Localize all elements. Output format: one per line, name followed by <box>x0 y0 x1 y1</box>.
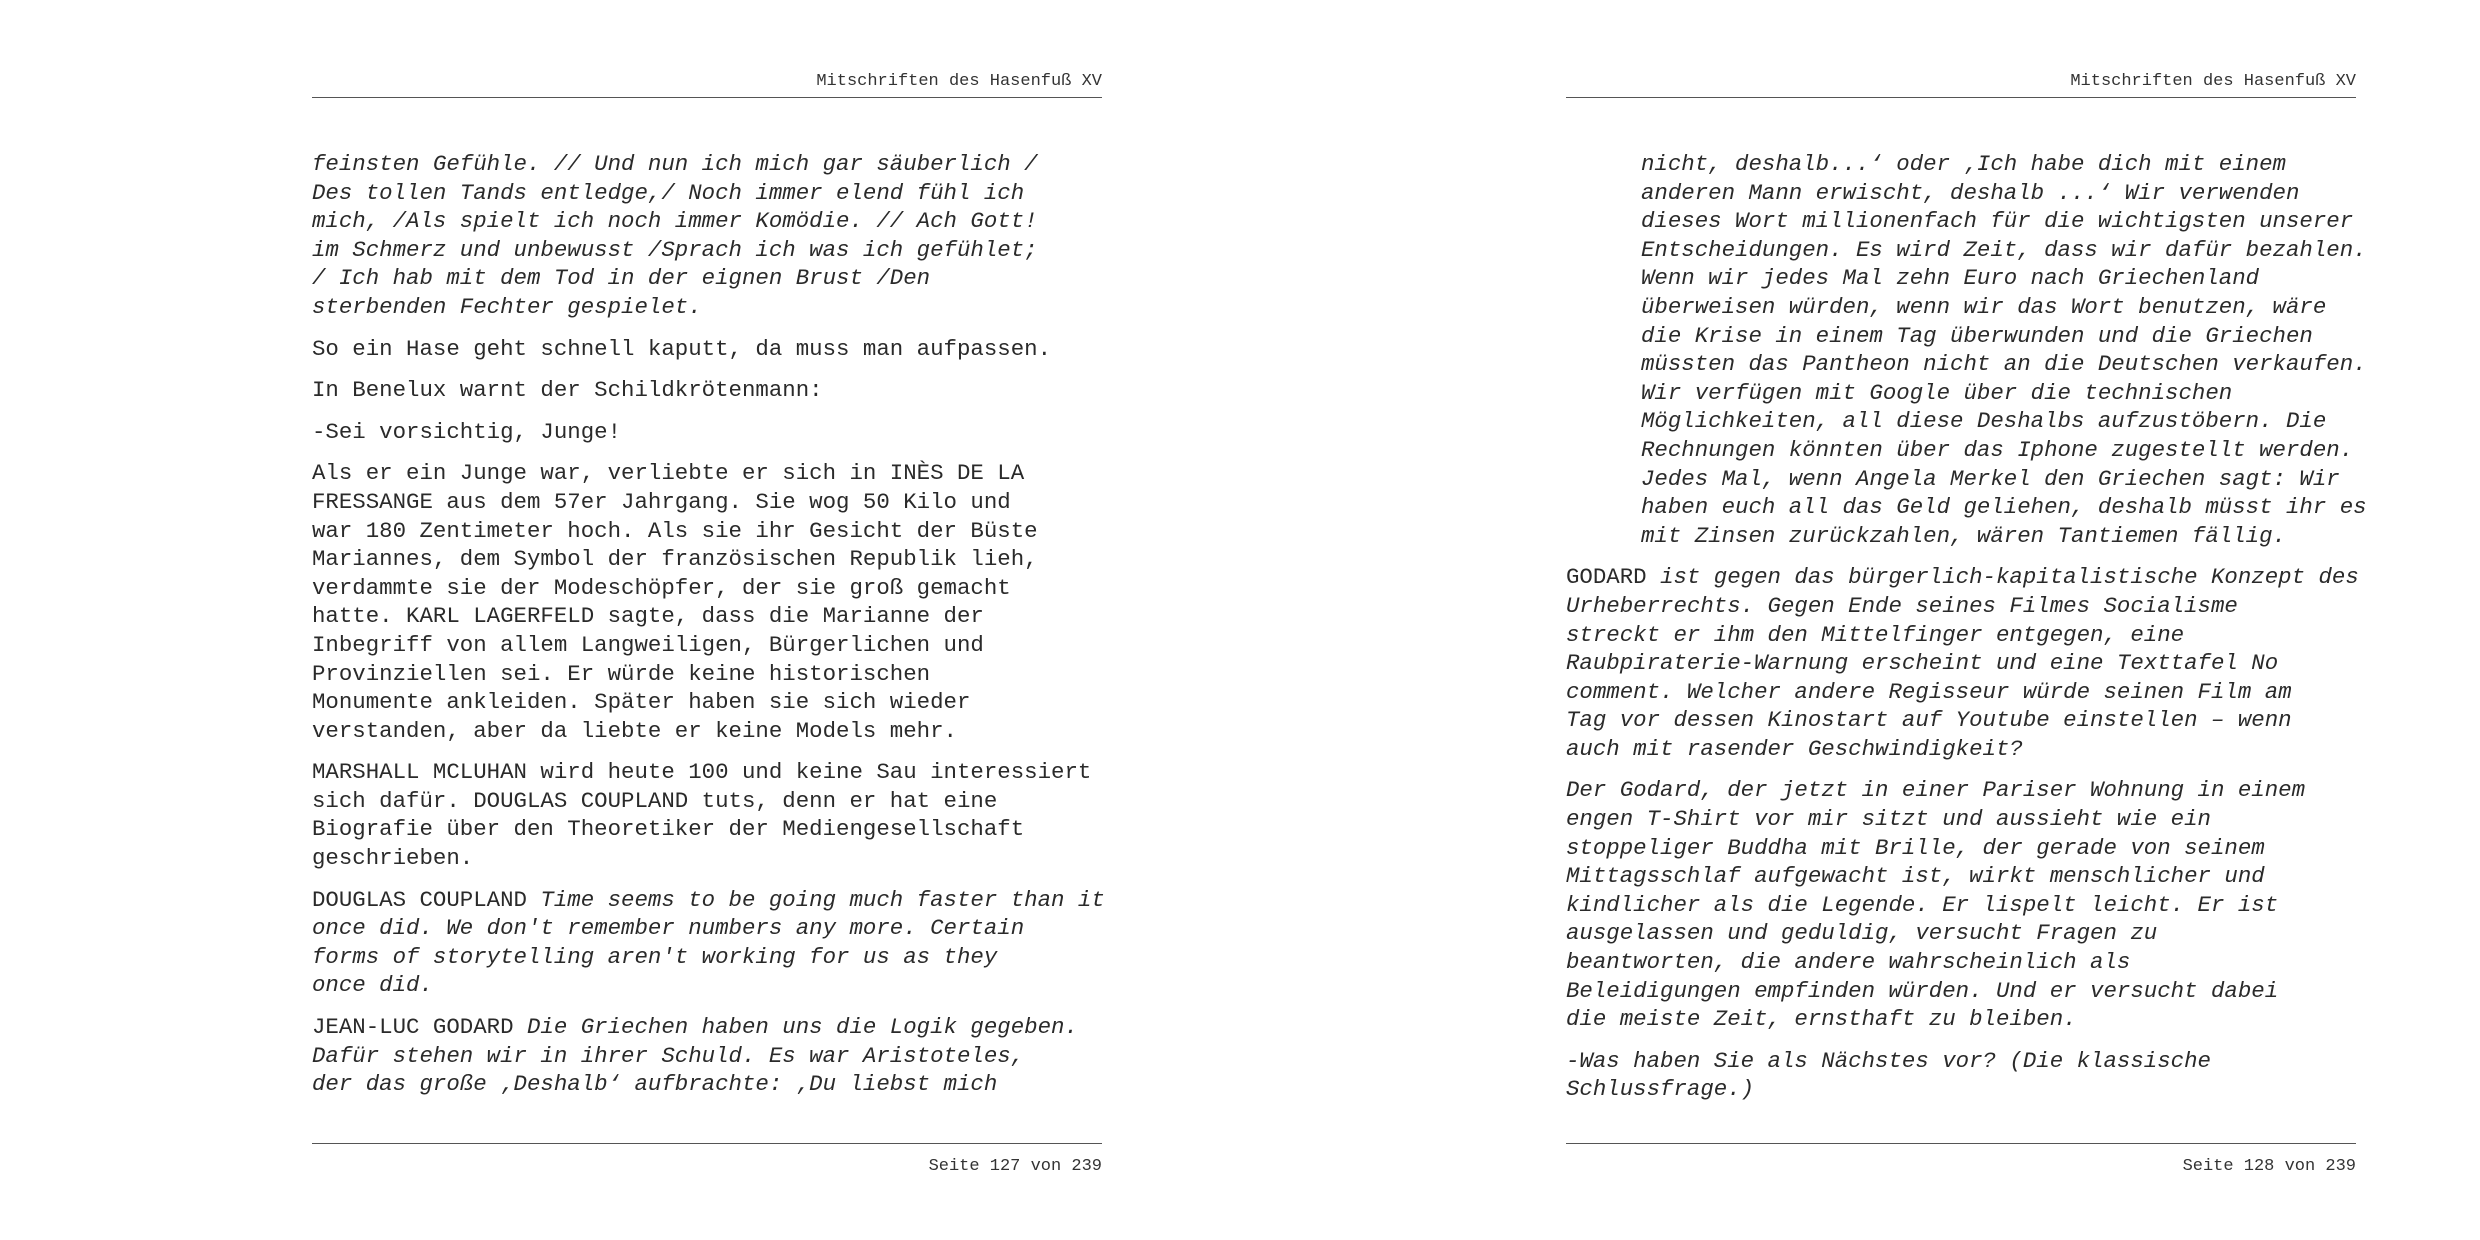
italic-text: Schlussfrage.) <box>1566 1076 1755 1103</box>
italic-text: Wir verfügen mit Google über die technischen <box>1641 379 2233 406</box>
italic-text: mit Zinsen zurückzahlen, wären Tantiemen fällig. <box>1641 522 2286 549</box>
text-line <box>1566 1075 2356 1104</box>
text-line <box>1566 706 2356 735</box>
text-line <box>312 150 1102 179</box>
text-run: verdammte sie der Modeschöpfer, der sie groß gemacht <box>312 574 1011 601</box>
italic-text: feinsten Gefühle. // Und nun ich mich gar säuberlich / <box>312 151 1038 177</box>
italic-text: Mittagsschlaf aufgewacht ist, wirkt menschlicher und <box>1566 863 2265 890</box>
text-run: Inbegriff von allem Langweiligen, Bürgerlichen und <box>312 631 984 658</box>
italic-text: -Was haben Sie als Nächstes vor? (Die klassische <box>1566 1047 2211 1074</box>
paragraph <box>1566 563 2359 763</box>
italic-text: die Krise in einem Tag überwunden und die Griechen <box>1641 322 2313 349</box>
text-line <box>1641 436 2356 465</box>
text-run: -Sei vorsichtig, Junge! <box>312 418 622 445</box>
text-line <box>1566 776 2356 805</box>
text-run: MARSHALL MCLUHAN wird heute 100 und keine Sau interessiert <box>312 759 1092 786</box>
italic-text: überweisen würden, wenn wir das Wort benutzen, wäre <box>1641 293 2327 320</box>
page-number: Seite 127 von 239 <box>928 1157 1102 1176</box>
text-line <box>1566 621 2356 650</box>
page-number: Seite 128 von 239 <box>2182 1157 2356 1176</box>
italic-text: sterbenden Fechter gespielet. <box>312 293 702 320</box>
text-line <box>1566 805 2356 834</box>
italic-text: Die Griechen haben uns die Logik gegeben. <box>527 1014 1078 1041</box>
italic-text: Der Godard, der jetzt in einer Pariser Wohnung in einem <box>1566 777 2306 804</box>
italic-text: Möglichkeiten, all diese Deshalbs aufzustöbern. Die <box>1641 408 2327 435</box>
italic-text: Beleidigungen empfinden würden. Und er versucht dabei <box>1566 977 2279 1004</box>
header-rule <box>1566 97 2356 98</box>
text-line <box>312 631 1102 660</box>
italic-text: nicht, deshalb...‘ oder ‚Ich habe dich mit einem <box>1641 151 2286 177</box>
italic-text: mich, /Als spielt ich noch immer Komödie. // Ach Gott! <box>312 208 1038 235</box>
text-line <box>1566 919 2356 948</box>
text-line <box>1566 678 2356 707</box>
paragraph <box>312 758 1102 872</box>
text-line <box>312 914 1102 943</box>
text-line <box>312 517 1102 546</box>
italic-text: ist gegen das bürgerlich-kapitalistische Konzept des <box>1660 564 2359 591</box>
text-line <box>312 1070 1102 1099</box>
text-line <box>1566 649 2356 678</box>
text-line <box>312 1042 1102 1071</box>
italic-text: forms of storytelling aren't working for us as they <box>312 943 998 970</box>
text-run: FRESSANGE aus dem 57er Jahrgang. Sie wog 50 Kilo und <box>312 488 1011 515</box>
page-body <box>1566 150 2367 1117</box>
text-line <box>312 293 1102 322</box>
text-line <box>1641 379 2356 408</box>
text-line <box>312 376 1102 405</box>
running-head: Mitschriften des Hasenfuß XV <box>816 72 1102 91</box>
paragraph <box>312 150 1102 322</box>
text-line <box>312 886 1105 915</box>
text-line <box>1641 493 2367 522</box>
paragraph <box>312 886 1105 1000</box>
paragraph <box>312 1013 1102 1099</box>
italic-text: once did. We don't remember numbers any more. Certain <box>312 915 1025 942</box>
paragraph <box>312 459 1102 745</box>
text-line <box>1641 322 2356 351</box>
italic-text: comment. Welcher andere Regisseur würde seinen Film am <box>1566 678 2292 705</box>
italic-text: Des tollen Tands entledge,/ Noch immer elend fühl ich <box>312 179 1025 206</box>
text-line <box>312 717 1102 746</box>
paragraph <box>1566 1047 2356 1104</box>
header-rule <box>312 97 1102 98</box>
text-line <box>1566 735 2356 764</box>
footer-rule <box>1566 1143 2356 1144</box>
italic-text: kindlicher als die Legende. Er lispelt leicht. Er ist <box>1566 891 2279 918</box>
italic-text: dieses Wort millionenfach für die wichtigsten unserer <box>1641 208 2354 235</box>
text-run: JEAN-LUC GODARD <box>312 1014 527 1041</box>
text-line <box>312 236 1102 265</box>
text-line <box>1566 948 2356 977</box>
paragraph <box>312 335 1102 364</box>
text-run: Provinziellen sei. Er würde keine historischen <box>312 660 931 687</box>
italic-text: beantworten, die andere wahrscheinlich als <box>1566 949 2131 976</box>
italic-text: Dafür stehen wir in ihrer Schuld. Es war Aristoteles, <box>312 1042 1025 1069</box>
italic-text: engen T-Shirt vor mir sitzt und aussieht wie ein <box>1566 806 2211 833</box>
text-line <box>312 758 1102 787</box>
text-line <box>312 574 1102 603</box>
text-run: In Benelux warnt der Schildkrötenmann: <box>312 377 823 404</box>
text-run: Monumente ankleiden. Später haben sie sich wieder <box>312 689 971 716</box>
text-line <box>312 971 1102 1000</box>
italic-text: haben euch all das Geld geliehen, deshalb müsst ihr es <box>1641 494 2367 521</box>
text-line <box>1641 264 2356 293</box>
running-head: Mitschriften des Hasenfuß XV <box>2070 72 2356 91</box>
italic-text: once did. <box>312 972 433 999</box>
text-line <box>1641 522 2356 551</box>
italic-text: streckt er ihm den Mittelfinger entgegen, eine <box>1566 621 2185 648</box>
paragraph <box>1566 776 2356 1033</box>
text-line <box>1641 465 2356 494</box>
text-run: war 180 Zentimeter hoch. Als sie ihr Gesicht der Büste <box>312 517 1038 544</box>
italic-text: Rechnungen könnten über das Iphone zugestellt werden. <box>1641 436 2354 463</box>
text-line <box>312 459 1102 488</box>
text-line <box>312 207 1102 236</box>
text-line <box>1566 834 2356 863</box>
text-run: GODARD <box>1566 564 1661 591</box>
text-line <box>312 264 1102 293</box>
text-line <box>312 1013 1102 1042</box>
text-run: sich dafür. DOUGLAS COUPLAND tuts, denn er hat eine <box>312 787 998 814</box>
text-run: geschrieben. <box>312 845 474 872</box>
paragraph <box>312 418 1102 447</box>
text-line <box>312 418 1102 447</box>
italic-text: Entscheidungen. Es wird Zeit, dass wir dafür bezahlen. <box>1641 236 2367 263</box>
text-line <box>312 545 1102 574</box>
text-line <box>1641 150 2356 179</box>
text-line <box>1566 1047 2356 1076</box>
paragraph <box>312 376 1102 405</box>
paragraph <box>1566 150 2367 550</box>
text-line <box>1641 407 2356 436</box>
italic-text: müssten das Pantheon nicht an die Deutschen verkaufen. <box>1641 351 2367 378</box>
text-run: Mariannes, dem Symbol der französischen Republik lieh, <box>312 546 1038 573</box>
italic-text: der das große ‚Deshalb‘ aufbrachte: ‚Du liebst mich <box>312 1071 998 1098</box>
text-line <box>312 844 1102 873</box>
text-line <box>1566 862 2356 891</box>
text-line <box>312 602 1102 631</box>
text-line <box>1641 293 2356 322</box>
italic-text: Tag vor dessen Kinostart auf Youtube einstellen – wenn <box>1566 707 2292 734</box>
text-line <box>312 179 1102 208</box>
text-line <box>1641 207 2356 236</box>
page-body <box>312 150 1105 1112</box>
left-page <box>312 0 1105 1240</box>
italic-text: anderen Mann erwischt, deshalb ...‘ Wir verwenden <box>1641 179 2300 206</box>
text-line <box>1641 236 2367 265</box>
italic-text: Wenn wir jedes Mal zehn Euro nach Griechenland <box>1641 265 2260 292</box>
italic-text: stoppeliger Buddha mit Brille, der gerade von seinem <box>1566 834 2265 861</box>
italic-text: Urheberrechts. Gegen Ende seines Filmes Socialisme <box>1566 592 2238 619</box>
text-run: hatte. KARL LAGERFELD sagte, dass die Marianne der <box>312 603 984 630</box>
text-line <box>312 943 1102 972</box>
text-run: verstanden, aber da liebte er keine Models mehr. <box>312 717 957 744</box>
text-line <box>1566 563 2359 592</box>
text-line <box>312 660 1102 689</box>
text-run: Als er ein Junge war, verliebte er sich in INÈS DE LA <box>312 460 1025 487</box>
text-line <box>1641 350 2367 379</box>
text-line <box>312 787 1102 816</box>
text-line <box>312 688 1102 717</box>
text-line <box>312 488 1102 517</box>
right-page <box>1566 0 2367 1240</box>
text-line <box>1566 891 2356 920</box>
italic-text: Time seems to be going much faster than it <box>540 886 1105 913</box>
footer-rule <box>312 1143 1102 1144</box>
text-line <box>1566 1005 2356 1034</box>
italic-text: Raubpiraterie-Warnung erscheint und eine Texttafel No <box>1566 650 2279 677</box>
italic-text: auch mit rasender Geschwindigkeit? <box>1566 735 2023 762</box>
text-run: Biografie über den Theoretiker der Mediengesellschaft <box>312 816 1025 843</box>
text-line <box>1641 179 2356 208</box>
text-line <box>312 815 1102 844</box>
text-run: DOUGLAS COUPLAND <box>312 886 541 913</box>
text-line <box>1566 977 2356 1006</box>
text-line <box>312 335 1102 364</box>
italic-text: die meiste Zeit, ernsthaft zu bleiben. <box>1566 1006 2077 1033</box>
italic-text: ausgelassen und geduldig, versucht Fragen zu <box>1566 920 2158 947</box>
text-run: So ein Hase geht schnell kaputt, da muss man aufpassen. <box>312 335 1052 362</box>
italic-text: im Schmerz und unbewusst /Sprach ich was ich gefühlet; <box>312 236 1038 263</box>
italic-text: / Ich hab mit dem Tod in der eignen Brust /Den <box>312 265 931 292</box>
text-line <box>1566 592 2356 621</box>
italic-text: Jedes Mal, wenn Angela Merkel den Griechen sagt: Wir <box>1641 465 2340 492</box>
